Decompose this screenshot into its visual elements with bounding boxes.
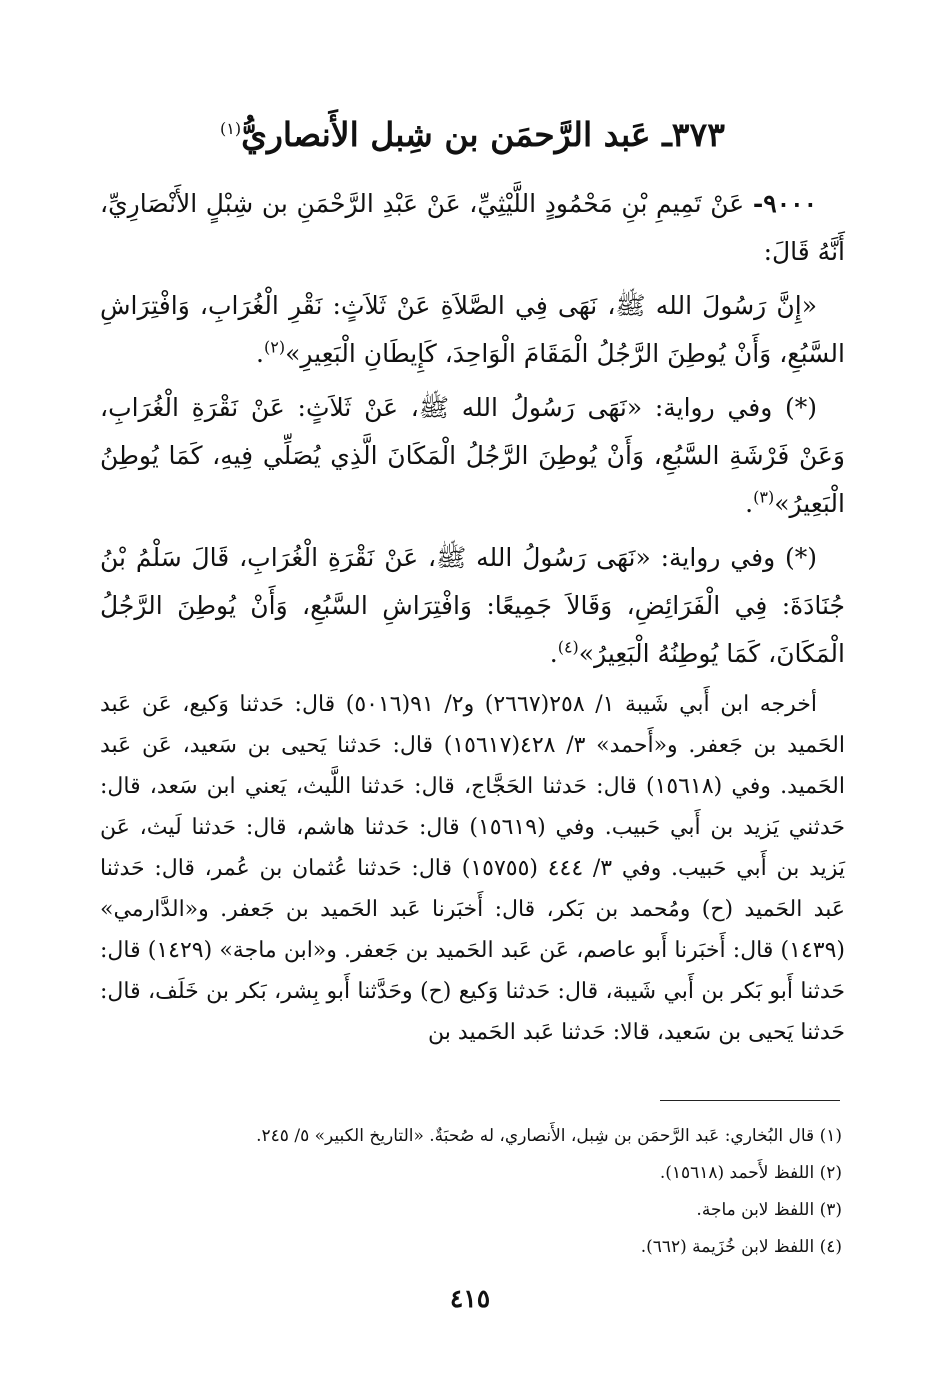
- footnotes: [97, 1118, 842, 1266]
- hadith-number: ٩٠٠٠-: [752, 189, 817, 218]
- riwaya-1: [100, 384, 845, 528]
- chapter-footnote-ref: (١): [220, 119, 242, 138]
- chapter-title: [100, 110, 845, 160]
- page-body: [100, 100, 845, 1053]
- footnote-4: (٤) اللفظ لابن خُزَيمة (٦٦٢).: [640, 1237, 842, 1257]
- takhrij-paragraph: أخرجه ابن أَبي شَيبة ١/ ٢٥٨(٢٦٦٧) و٢/ ٩١(٥٠١٦) قال: حَدثنا وَكيع، عَن عَبد الحَميد بن جَعفر. و«أَحمد» ٣/ ٤٢٨(١٥٦١٧) قال: حَدثنا يَحيى بن سَعيد، عَن عَبد الحَميد. وفي (١٥٦١٨) قال: حَدثنا الحَجَّاج، قال: حَدثنا اللَّيث، يَعني ابن سَعد، قال: حَدثني يَزيد بن أَبي حَبيب. وفي (١٥٦١٩) قال: حَدثنا هاشم، قال: حَدثنا لَيث، عَن يَزيد بن أَبي حَبيب. وفي ٣/ ٤٤٤ (١٥٧٥٥) قال: حَدثنا عُثمان بن عُمر، قال: حَدثنا عَبد الحَميد (ح) ومُحمد بن بَكر، قال: أَخبَرنا عَبد الحَميد بن جَعفر. و«الدَّارمي» (١٤٣٩) قال: أَخبَرنا أَبو عاصم، عَن عَبد الحَميد بن جَعفر. و«ابن ماجة» (١٤٢٩) قال: حَدثنا أَبو بَكر بن أَبي شَيبة، قال: حَدثنا وَكيع (ح) وحَدَّثنا أَبو بِشر، بَكر بن خَلَف، قال: حَدثنا يَحيى بن سَعيد، قالا: حَدثنا عَبد الحَميد بن: [100, 692, 846, 1045]
- hadith-intro-text: عَنْ تَمِيمِ بْنِ مَحْمُودٍ اللَّيْثِيِّ، عَنْ عَبْدِ الرَّحْمَنِ بن شِبْلٍ الأَنْصَارِيِّ، أَنَّهُ قَالَ:: [100, 189, 845, 266]
- riwaya-1-end: .: [745, 489, 754, 518]
- riwaya-2-text: (*) وفي رواية: «نَهَى رَسُولُ الله ﷺ، عَنْ نَقْرَةِ الْغُرَابِ، قَالَ سَلْمُ بْنُ جُنَادَةَ: فِي الْفَرَائِضِ، وَقَالاَ جَمِيعًا: وَافْتِرَاشِ السَّبُعِ، وَأَنْ يُوطِنَ الرَّجُلُ الْمَكَانَ، كَمَا يُوطِنُهُ الْبَعِيرُ»: [100, 543, 845, 668]
- chapter-title-text: ٣٧٣ـ عَبد الرَّحمَن بن شِبل الأَنصاريُّ: [241, 115, 725, 154]
- matn-footnote-ref: (٢): [263, 337, 286, 357]
- hadith-matn-text: «إِنَّ رَسُولَ الله ﷺ، نَهَى فِي الصَّلاَةِ عَنْ ثَلاَثٍ: نَقْرِ الْغُرَابِ، وَافْتِرَاشِ السَّبُعِ، وَأَنْ يُوطِنَ الرَّجُلُ الْمَقَامَ الْوَاحِدَ، كَإِيطَانِ الْبَعِيرِ»: [100, 291, 845, 368]
- riwaya-1-text: (*) وفي رواية: «نَهَى رَسُولُ الله ﷺ، عَنْ ثَلاَثٍ: عَنْ نَقْرَةِ الْغُرَابِ، وَعَنْ فَرْشَةِ السَّبُعِ، وَأَنْ يُوطِنَ الرَّجُلُ الْمَكَانَ الَّذِي يُصَلِّي فِيهِ، كَمَا يُوطِنُ الْبَعِيرُ»: [100, 393, 845, 518]
- footnote-2: (٢) اللفظ لأَحمد (١٥٦١٨).: [659, 1163, 842, 1183]
- matn-end: .: [256, 339, 264, 368]
- hadith-intro: [100, 180, 845, 276]
- riwaya-2-footnote-ref: (٤): [557, 637, 579, 657]
- hadith-matn: [100, 282, 845, 378]
- page-number: ٤١٥: [449, 1284, 491, 1313]
- footnote-separator: [660, 1100, 840, 1101]
- riwaya-1-footnote-ref: (٣): [753, 487, 775, 507]
- footnote-1: (١) قال البُخاري: عَبد الرَّحمَن بن شِبل، الأَنصاري، له صُحبَةٌ. «التاريخ الكبير» ٥/ ٢٤٥.: [256, 1126, 842, 1146]
- footnote-3: (٣) اللفظ لابن ماجة.: [696, 1200, 842, 1220]
- riwaya-2-end: .: [549, 639, 558, 668]
- riwaya-2: [100, 534, 845, 678]
